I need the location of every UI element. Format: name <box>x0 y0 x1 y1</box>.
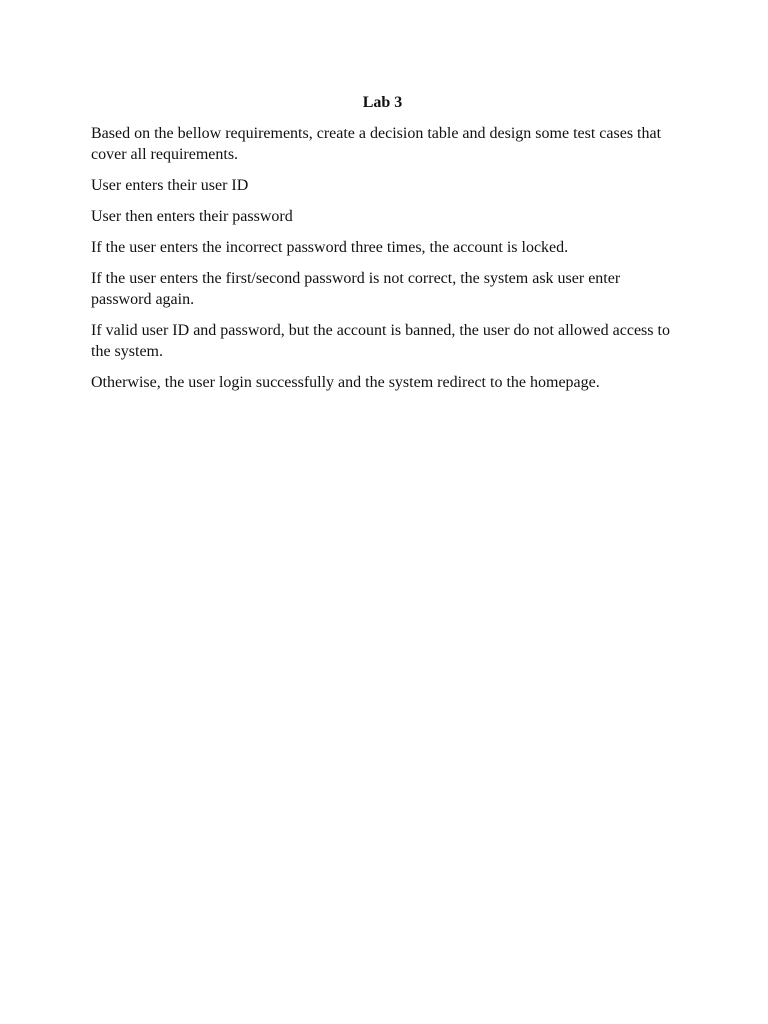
paragraph-requirement-user-id: User enters their user ID <box>91 177 249 194</box>
paragraph-requirement-retry: If the user enters the first/second password is not correct, the system ask user enter password again. <box>91 270 621 308</box>
paragraph-requirement-success: Otherwise, the user login successfully and the system redirect to the homepage. <box>91 374 600 391</box>
document-title: Lab 3 <box>362 94 403 111</box>
paragraph-requirement-locked: If the user enters the incorrect password three times, the account is locked. <box>91 239 569 256</box>
paragraph-requirement-password: User then enters their password <box>91 208 293 225</box>
paragraph-instructions: Based on the bellow requirements, create a decision table and design some test cases that cover all requirements. <box>91 125 662 163</box>
paragraph-requirement-banned: If valid user ID and password, but the account is banned, the user do not allowed access to the system. <box>91 322 670 360</box>
